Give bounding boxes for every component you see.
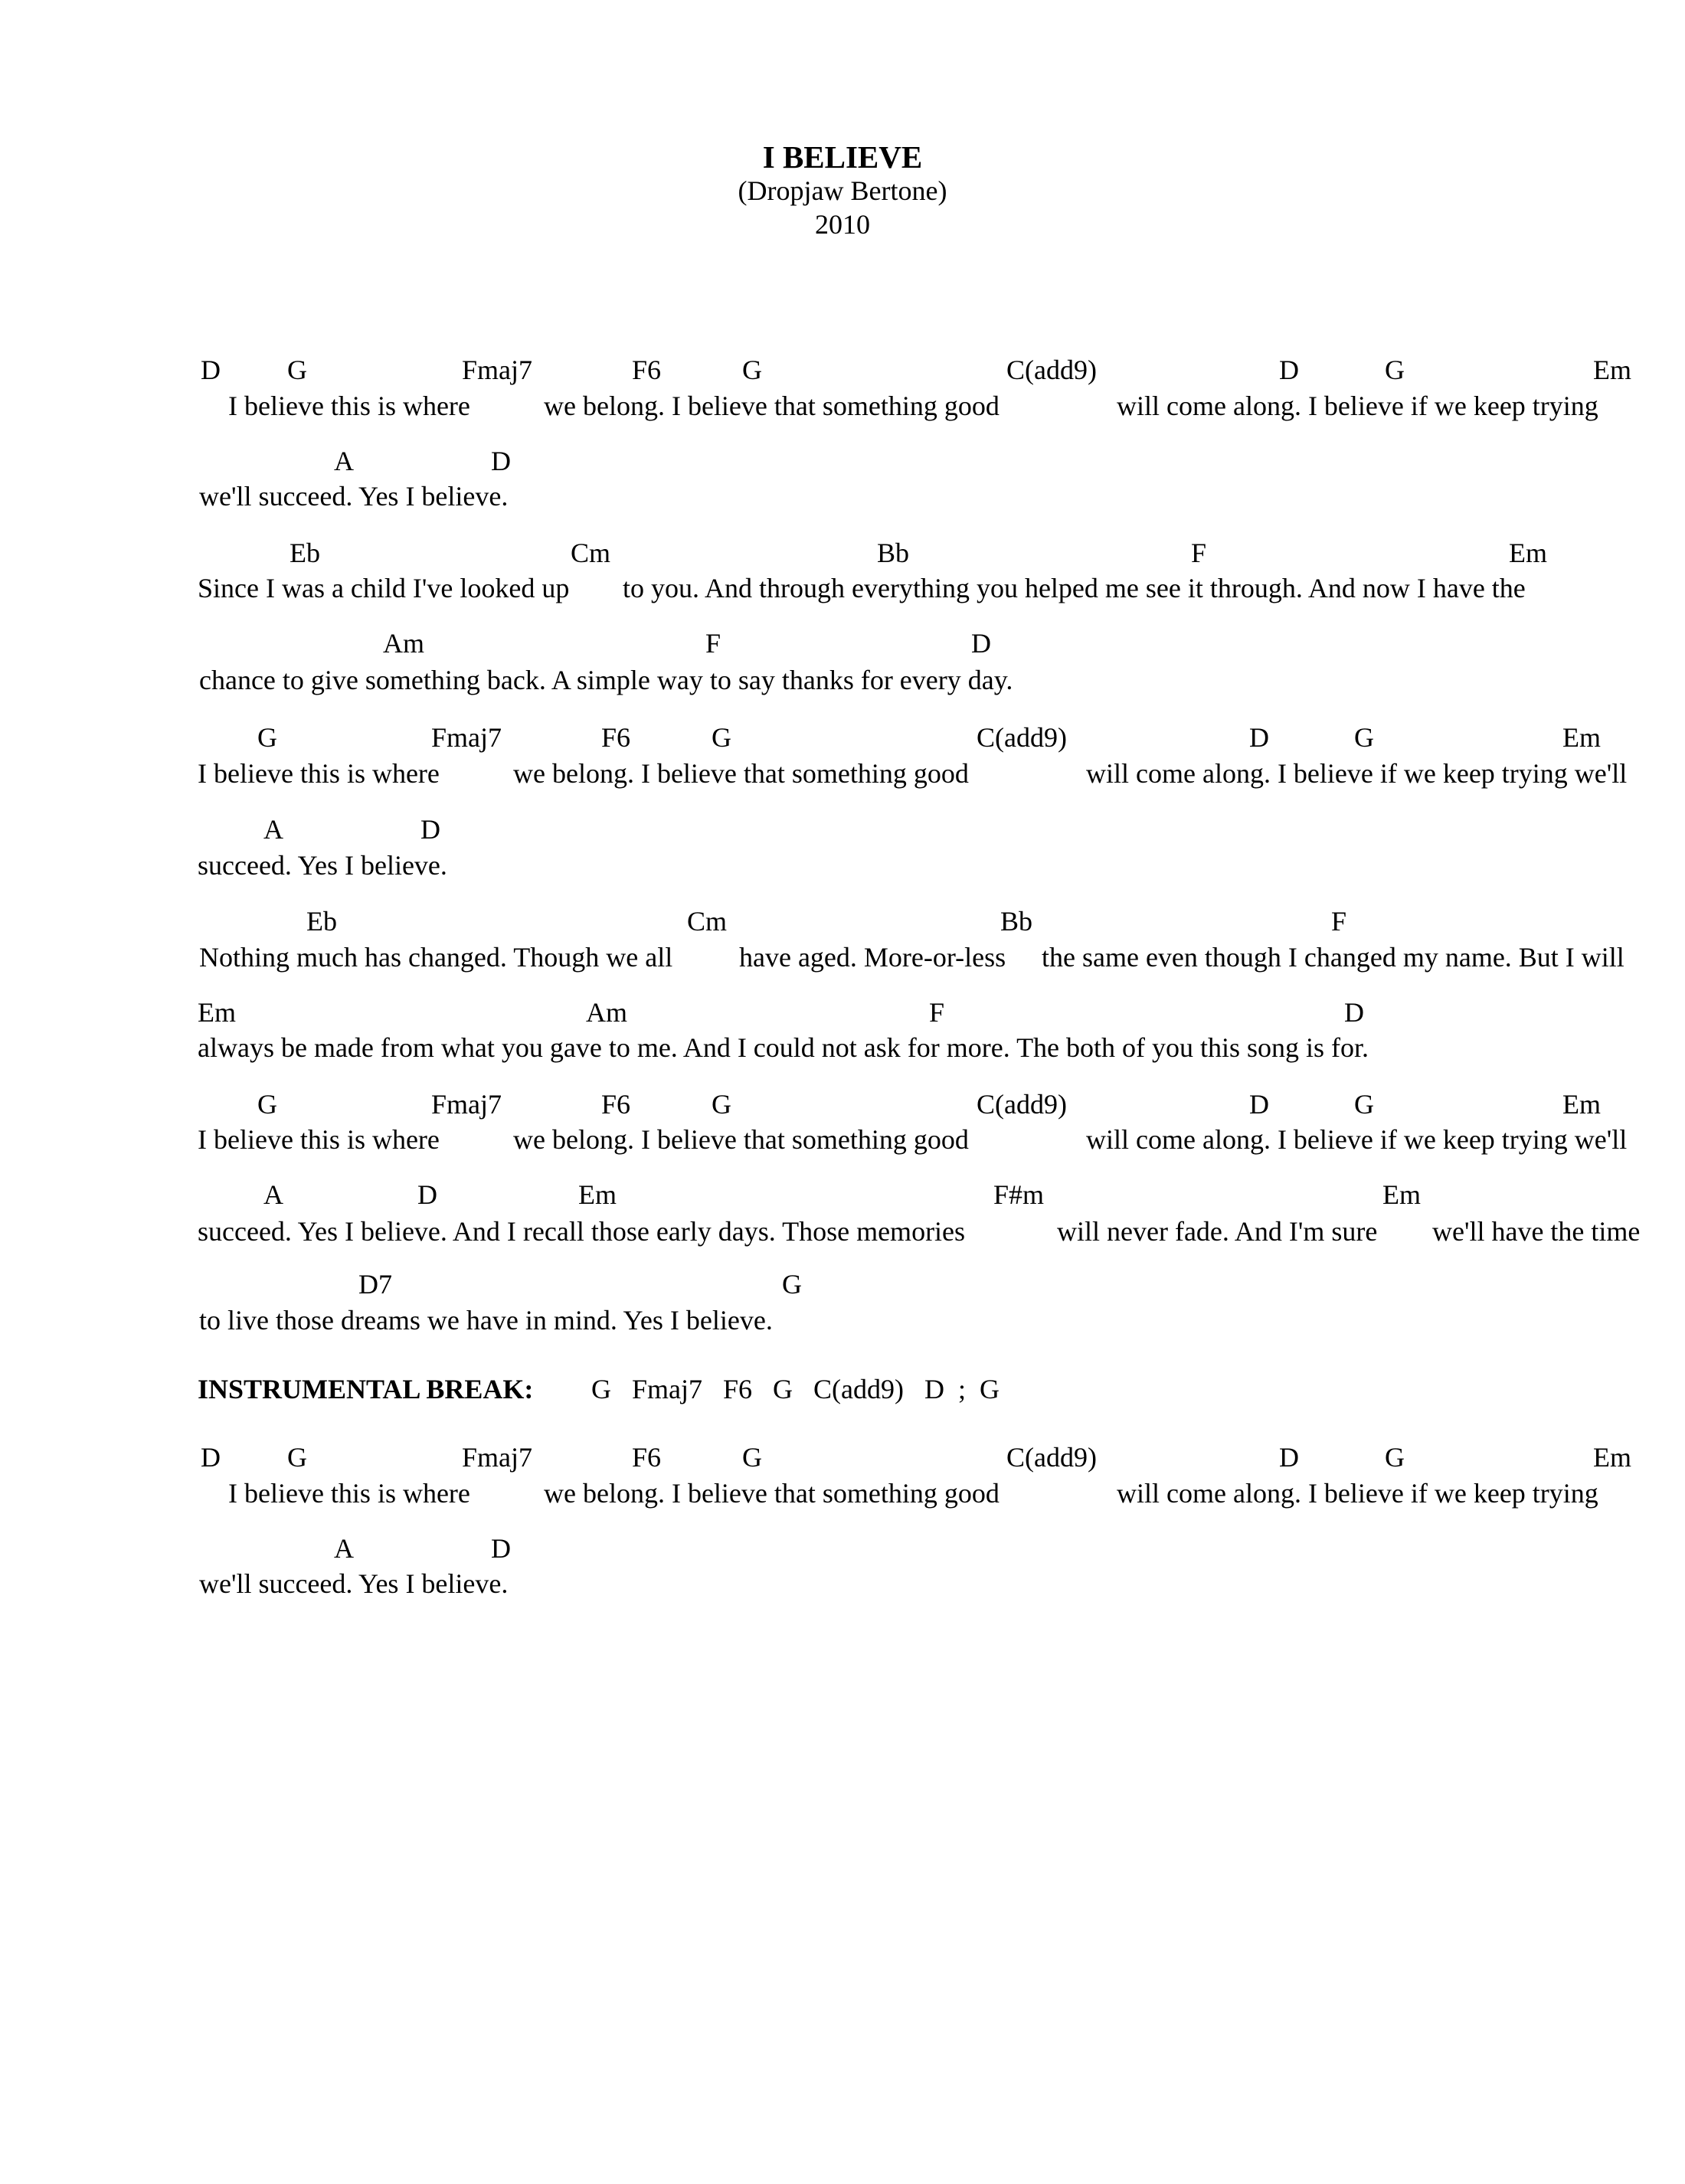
chord: G (742, 1442, 762, 1473)
chord: A (263, 1179, 283, 1210)
chord: D (201, 1442, 221, 1473)
chord: G (287, 1442, 307, 1473)
lyric-line: we'll succeed. Yes I believe. (199, 481, 509, 512)
chord: G (1354, 722, 1374, 753)
chord: G (1385, 355, 1405, 385)
chord: D (420, 814, 440, 845)
chord: Am (383, 628, 424, 659)
chord: Em (1562, 722, 1601, 753)
lyric-line: the same even though I changed my name. But I will (1042, 942, 1624, 973)
lyric-line: succeed. Yes I believe. (198, 850, 447, 881)
chord: A (334, 446, 354, 476)
lyric-line: we belong. I believe that something good (544, 391, 1000, 421)
lyric-line: Nothing much has changed. Though we all (199, 942, 673, 973)
chord: Fmaj7 (462, 1442, 533, 1473)
chord: Cm (687, 906, 728, 937)
chord: Eb (306, 906, 337, 937)
chord: G (257, 722, 277, 753)
chord: D (417, 1179, 437, 1210)
chord: Fmaj7 (431, 1089, 502, 1120)
lyric-line: will never fade. And I'm sure (1057, 1216, 1378, 1247)
chord: D (971, 628, 991, 659)
lyric-line: will come along. I believe if we keep trying (1117, 391, 1598, 421)
lyric-line: we'll have the time (1432, 1216, 1641, 1247)
chord: D (491, 446, 511, 476)
song-title: I BELIEVE (762, 139, 923, 175)
lyric-line: will come along. I believe if we keep trying we'll (1086, 1124, 1628, 1155)
lyric-line: will come along. I believe if we keep trying we'll (1086, 758, 1628, 789)
chord: G (1354, 1089, 1374, 1120)
lyric-line: I believe this is where (228, 391, 470, 421)
lyric-line: chance to give something back. A simple way to say thanks for every day. (199, 665, 1013, 695)
chord: G (712, 722, 731, 753)
chord: A (334, 1533, 354, 1564)
lyric-line: succeed. Yes I believe. And I recall those early days. Those memories (198, 1216, 966, 1247)
chord: Eb (290, 538, 320, 568)
lyric-line: have aged. More-or-less (739, 942, 1006, 973)
lyric-line: to live those dreams we have in mind. Yes I believe. (199, 1305, 773, 1336)
chord: D (1279, 355, 1299, 385)
chord: Fmaj7 (462, 355, 533, 385)
chord: Am (586, 997, 627, 1028)
instrumental-label: INSTRUMENTAL BREAK: (198, 1374, 534, 1404)
chord: F (705, 628, 721, 659)
chord: G (287, 355, 307, 385)
chord: C(add9) (1006, 1442, 1097, 1473)
lyric-line: we belong. I believe that something good (513, 758, 969, 789)
chord: Bb (1000, 906, 1033, 937)
lyric-line: we'll succeed. Yes I believe. (199, 1568, 509, 1599)
chord: Em (578, 1179, 617, 1210)
lyric-line: I believe this is where (198, 1124, 440, 1155)
chord: G (257, 1089, 277, 1120)
chord: G (1385, 1442, 1405, 1473)
chord: G (742, 355, 762, 385)
lyric-line: Since I was a child I've looked up (198, 573, 570, 603)
chord: A (263, 814, 283, 845)
chord: F (1331, 906, 1347, 937)
song-artist: (Dropjaw Bertone) (738, 175, 947, 206)
chord: G (712, 1089, 731, 1120)
chord: C(add9) (977, 722, 1067, 753)
instrumental-chords: G Fmaj7 F6 G C(add9) D ; G (591, 1374, 1000, 1404)
song-year: 2010 (815, 209, 870, 240)
chord: F6 (601, 1089, 631, 1120)
lyric-line: to you. And through everything you helped me see it through. And now I have the (623, 573, 1526, 603)
chord: F (1191, 538, 1207, 568)
lyric-line: always be made from what you gave to me. And I could not ask for more. The both of you this song is for. (198, 1032, 1369, 1063)
chord: Cm (571, 538, 611, 568)
chord: Bb (877, 538, 910, 568)
lyric-line: we belong. I believe that something good (544, 1478, 1000, 1509)
chord: C(add9) (1006, 355, 1097, 385)
chord: C(add9) (977, 1089, 1067, 1120)
lyric-line: will come along. I believe if we keep trying (1117, 1478, 1598, 1509)
chord: D (1249, 1089, 1269, 1120)
chord: D (1344, 997, 1364, 1028)
chord: F6 (632, 1442, 662, 1473)
chord: F6 (601, 722, 631, 753)
chord: D (201, 355, 221, 385)
chord: Em (198, 997, 236, 1028)
chord: Em (1593, 1442, 1631, 1473)
lyric-line: I believe this is where (228, 1478, 470, 1509)
chord: D (1279, 1442, 1299, 1473)
chord: Em (1593, 355, 1631, 385)
chord: F6 (632, 355, 662, 385)
chord: D (491, 1533, 511, 1564)
lyric-line: I believe this is where (198, 758, 440, 789)
chord: F#m (993, 1179, 1045, 1210)
chord: D7 (358, 1269, 392, 1300)
chord: Em (1562, 1089, 1601, 1120)
chord: Em (1382, 1179, 1421, 1210)
chord: G (782, 1269, 802, 1300)
lyric-line: we belong. I believe that something good (513, 1124, 969, 1155)
chord: F (929, 997, 945, 1028)
chord: D (1249, 722, 1269, 753)
chord: Fmaj7 (431, 722, 502, 753)
chord: Em (1509, 538, 1547, 568)
